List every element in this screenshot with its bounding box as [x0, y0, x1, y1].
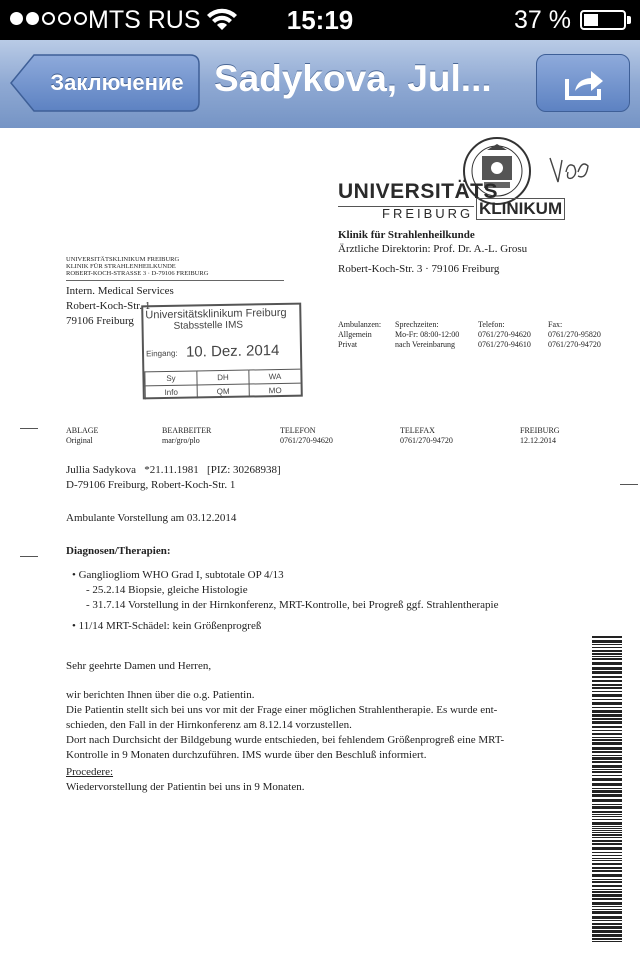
contact-cell: Allgemein: [338, 330, 372, 339]
barcode-bar: [592, 644, 622, 645]
stamp-cell: QM: [197, 384, 249, 399]
barcode-bar: [592, 898, 622, 900]
diagnosis-text: Gangliogliom WHO Grad I, subtotale OP 4/13: [78, 569, 284, 581]
contact-cell: nach Vereinbarung: [395, 340, 456, 349]
signal-dot: [74, 12, 87, 25]
barcode-bar: [592, 730, 622, 731]
reference-label: BEARBEITER: [162, 426, 212, 435]
barcode-bar: [592, 747, 622, 750]
barcode-bar: [592, 816, 622, 817]
barcode-bar: [592, 790, 622, 793]
contact-header: Ambulanzen:: [338, 320, 382, 329]
document-viewer[interactable]: [0, 128, 640, 960]
reference-value: 0761/270-94720: [400, 436, 453, 445]
barcode-bar: [592, 840, 622, 842]
barcode-bar: [592, 828, 622, 829]
barcode-bar: [592, 891, 622, 893]
reference-value: mar/gro/plo: [162, 436, 200, 445]
status-bar: [0, 0, 640, 40]
share-button[interactable]: [536, 54, 630, 112]
visit-date: Ambulante Vorstellung am 03.12.2014: [66, 512, 237, 524]
barcode-icon: [592, 636, 622, 946]
barcode-bar: [592, 775, 622, 776]
received-stamp: [141, 303, 303, 400]
barcode-bar: [592, 733, 622, 735]
signal-dot: [42, 12, 55, 25]
barcode-bar: [592, 867, 622, 869]
reference-field: [520, 426, 560, 446]
barcode-bar: [592, 834, 622, 836]
stamp-cell: Info: [145, 384, 197, 399]
reference-row: [66, 426, 586, 448]
barcode-bar: [592, 902, 622, 905]
barcode-bar: [592, 889, 622, 890]
reference-value: 0761/270-94620: [280, 436, 333, 445]
barcode-bar: [592, 819, 622, 820]
diagnosis-item: • Gangliogliom WHO Grad I, subtotale OP 4/13: [72, 569, 284, 581]
body-line: Dort nach Durchsicht der Bildgebung wurde entschieden, bei fehlendem Größenprogreß eine MRT-: [66, 734, 505, 746]
sender-line: KLINIK FÜR STRAHLENHEILKUNDE: [66, 263, 176, 270]
contact-row: [338, 330, 628, 340]
barcode-bar: [592, 691, 622, 692]
barcode-bar: [592, 811, 622, 813]
barcode-bar: [592, 702, 622, 705]
barcode-bar: [592, 656, 622, 657]
barcode-bar: [592, 640, 622, 643]
barcode-bar: [592, 742, 622, 745]
barcode-bar: [592, 920, 622, 921]
logo-universitats: UNIVERSITÄTS: [338, 180, 499, 203]
signal-dot: [26, 12, 39, 25]
barcode-bar: [592, 874, 622, 877]
navigation-bar: [0, 40, 640, 129]
barcode-bar: [592, 822, 622, 825]
barcode-bar: [592, 794, 622, 797]
reference-value: 12.12.2014: [520, 436, 556, 445]
barcode-bar: [592, 676, 622, 678]
barcode-bar: [592, 778, 622, 781]
barcode-bar: [592, 726, 622, 728]
stamp-grid: [144, 369, 300, 400]
procedure-heading: Procedere:: [66, 766, 114, 778]
clock: 15:19: [286, 5, 354, 35]
logo-klinikum: KLINIKUM: [476, 198, 565, 220]
diagnoses-list: [72, 568, 582, 634]
stamp-line2: Stabsstelle IMS: [173, 319, 244, 332]
barcode-bar: [592, 806, 622, 809]
stamp-received-label: Eingang:: [145, 348, 178, 359]
carrier-name: MTS RUS: [88, 6, 201, 34]
barcode-bar: [592, 906, 622, 907]
barcode-bar: [592, 647, 622, 648]
barcode-bar: [592, 699, 622, 700]
recipient-line: 79106 Freiburg: [66, 315, 134, 327]
barcode-bar: [592, 870, 622, 872]
salutation: Sehr geehrte Damen und Herren,: [66, 660, 212, 672]
stamp-date: 10. Dez. 2014: [185, 341, 280, 361]
barcode-bar: [592, 926, 622, 929]
reference-label: FREIBURG: [520, 426, 560, 435]
barcode-bar: [592, 707, 622, 708]
barcode-bar: [592, 826, 622, 827]
barcode-bar: [592, 879, 622, 880]
scanned-letter: [0, 128, 640, 960]
barcode-bar: [592, 721, 622, 724]
page-title: Sadykova, Jul...: [214, 58, 492, 99]
battery-icon: [580, 10, 626, 30]
recipient-line: Intern. Medical Services: [66, 285, 174, 297]
diagnosis-text: 11/14 MRT-Schädel: kein Größenprogreß: [78, 620, 262, 632]
sender-line: ROBERT-KOCH-STRASSE 3 · D-79106 FREIBURG: [66, 270, 209, 277]
signal-dot: [10, 12, 23, 25]
back-button[interactable]: [10, 54, 200, 112]
contact-cell: 0761/270-95820: [548, 330, 601, 339]
barcode-bar: [592, 852, 622, 853]
barcode-bar: [592, 680, 622, 682]
contact-table: [338, 320, 628, 350]
stamp-cell: Sy: [144, 370, 196, 385]
barcode-bar: [592, 662, 622, 665]
barcode-bar: [592, 885, 622, 887]
diagnosis-subitem: - 25.2.14 Biopsie, gleiche Histologie: [86, 584, 248, 596]
reference-value: Original: [66, 436, 93, 445]
clinic-name: Klinik für Strahlenheilkunde: [338, 229, 475, 241]
barcode-bar: [592, 938, 622, 940]
signal-strength-icon: [10, 12, 87, 25]
barcode-bar: [592, 771, 622, 773]
fold-mark: [620, 484, 638, 485]
barcode-bar: [592, 751, 622, 753]
reference-field: [66, 426, 98, 446]
clinic-direction: Ärztliche Direktorin: Prof. Dr. A.-L. Grosu: [338, 243, 528, 255]
body-line: wir berichten Ihnen über die o.g. Patientin.: [66, 689, 255, 701]
contact-header-row: [338, 320, 628, 330]
barcode-bar: [592, 858, 622, 859]
signature-icon: [546, 152, 590, 188]
stamp-cell: WA: [248, 369, 300, 384]
barcode-bar: [592, 653, 622, 655]
barcode-bar: [592, 788, 622, 789]
barcode-bar: [592, 909, 622, 910]
reference-label: TELEFON: [280, 426, 316, 435]
wifi-icon: [206, 8, 238, 32]
battery-percent: 37 %: [514, 6, 571, 34]
reference-field: [400, 426, 453, 446]
barcode-bar: [592, 658, 622, 660]
barcode-bar: [592, 710, 622, 713]
diagnosis-subtext: 31.7.14 Vorstellung in der Hirnkonferenz, MRT-Kontrolle, bei Progreß ggf. Strahlentherapie: [92, 599, 499, 611]
barcode-bar: [592, 667, 622, 670]
reference-field: [280, 426, 333, 446]
stamp-line1: Universitätsklinikum Freiburg: [145, 306, 287, 322]
diagnosis-item: • 11/14 MRT-Schädel: kein Größenprogreß: [72, 620, 262, 632]
body-line: Die Patientin stellt sich bei uns vor mit der Frage einer möglichen Strahlentherapie. Es wurde ent-: [66, 704, 498, 716]
sender-line: UNIVERSITÄTSKLINIKUM FREIBURG: [66, 256, 180, 263]
contact-cell: Mo-Fr: 08:00-12:00: [395, 330, 460, 339]
barcode-bar: [592, 881, 622, 883]
battery-nub: [627, 16, 631, 24]
sender-block: [66, 256, 208, 277]
barcode-bar: [592, 843, 622, 845]
contact-header: Fax:: [548, 320, 563, 329]
barcode-bar: [592, 718, 622, 720]
barcode-bar: [592, 934, 622, 937]
fold-mark: [20, 556, 38, 557]
barcode-bar: [592, 860, 622, 861]
stamp-cell: DH: [196, 370, 248, 385]
back-button-label: Заключение: [50, 70, 184, 95]
barcode-bar: [592, 755, 622, 756]
logo-freiburg: FREIBURG: [382, 206, 474, 221]
reference-field: [162, 426, 211, 446]
patient-address: D-79106 Freiburg, Robert-Koch-Str. 1: [66, 479, 236, 491]
barcode-bar: [592, 636, 622, 638]
barcode-bar: [592, 671, 622, 674]
contact-row: [338, 340, 628, 350]
recipient-line: Robert-Koch-Str. 1: [66, 300, 151, 312]
barcode-bar: [592, 783, 622, 786]
stamp-cell: MO: [249, 383, 301, 398]
barcode-bar: [592, 837, 622, 838]
barcode-bar: [592, 650, 622, 652]
barcode-bar: [592, 799, 622, 802]
diagnoses-heading: Diagnosen/Therapien:: [66, 545, 171, 557]
body-line: Kontrolle in 9 Monaten durchzuführen. IMS wurde über den Beschluß informiert.: [66, 749, 427, 761]
contact-header: Sprechzeiten:: [395, 320, 439, 329]
barcode-bar: [592, 923, 622, 925]
barcode-bar: [592, 894, 622, 897]
barcode-bar: [592, 684, 622, 686]
sender-rule: [66, 280, 284, 281]
contact-cell: 0761/270-94610: [478, 340, 531, 349]
barcode-bar: [592, 814, 622, 815]
reference-label: TELEFAX: [400, 426, 435, 435]
body-line: schieden, den Fall in der Hirnkonferenz am 8.12.14 vorzustellen.: [66, 719, 352, 731]
barcode-bar: [592, 832, 622, 833]
contact-header: Telefon:: [478, 320, 505, 329]
barcode-bar: [592, 737, 622, 738]
barcode-bar: [592, 930, 622, 933]
barcode-bar: [592, 739, 622, 741]
letter-body: [66, 688, 578, 763]
barcode-bar: [592, 687, 622, 689]
barcode-bar: [592, 769, 622, 770]
barcode-bar: [592, 863, 622, 865]
barcode-bar: [592, 847, 622, 850]
reference-label: ABLAGE: [66, 426, 99, 435]
clinic-address: Robert-Koch-Str. 3 · 79106 Freiburg: [338, 263, 500, 275]
barcode-bar: [592, 804, 622, 805]
diagnosis-subtext: 25.2.14 Biopsie, gleiche Histologie: [92, 584, 248, 596]
procedure-text: Wiedervorstellung der Patientin bei uns in 9 Monaten.: [66, 781, 305, 793]
barcode-bar: [592, 855, 622, 856]
barcode-bar: [592, 765, 622, 768]
share-icon: [563, 67, 605, 101]
barcode-bar: [592, 941, 622, 942]
diagnosis-subitem: - 31.7.14 Vorstellung in der Hirnkonferenz, MRT-Kontrolle, bei Progreß ggf. Strahlentherapie: [86, 599, 499, 611]
barcode-bar: [592, 761, 622, 763]
barcode-bar: [592, 830, 622, 831]
contact-cell: 0761/270-94720: [548, 340, 601, 349]
contact-cell: 0761/270-94620: [478, 330, 531, 339]
patient-info: Jullia Sadykova *21.11.1981 [PIZ: 30268938]: [66, 464, 281, 476]
barcode-bar: [592, 714, 622, 717]
fold-mark: [20, 428, 38, 429]
barcode-bar: [592, 911, 622, 914]
contact-cell: Privat: [338, 340, 358, 349]
barcode-bar: [592, 916, 622, 919]
barcode-bar: [592, 757, 622, 760]
signal-dot: [58, 12, 71, 25]
barcode-bar: [592, 694, 622, 697]
